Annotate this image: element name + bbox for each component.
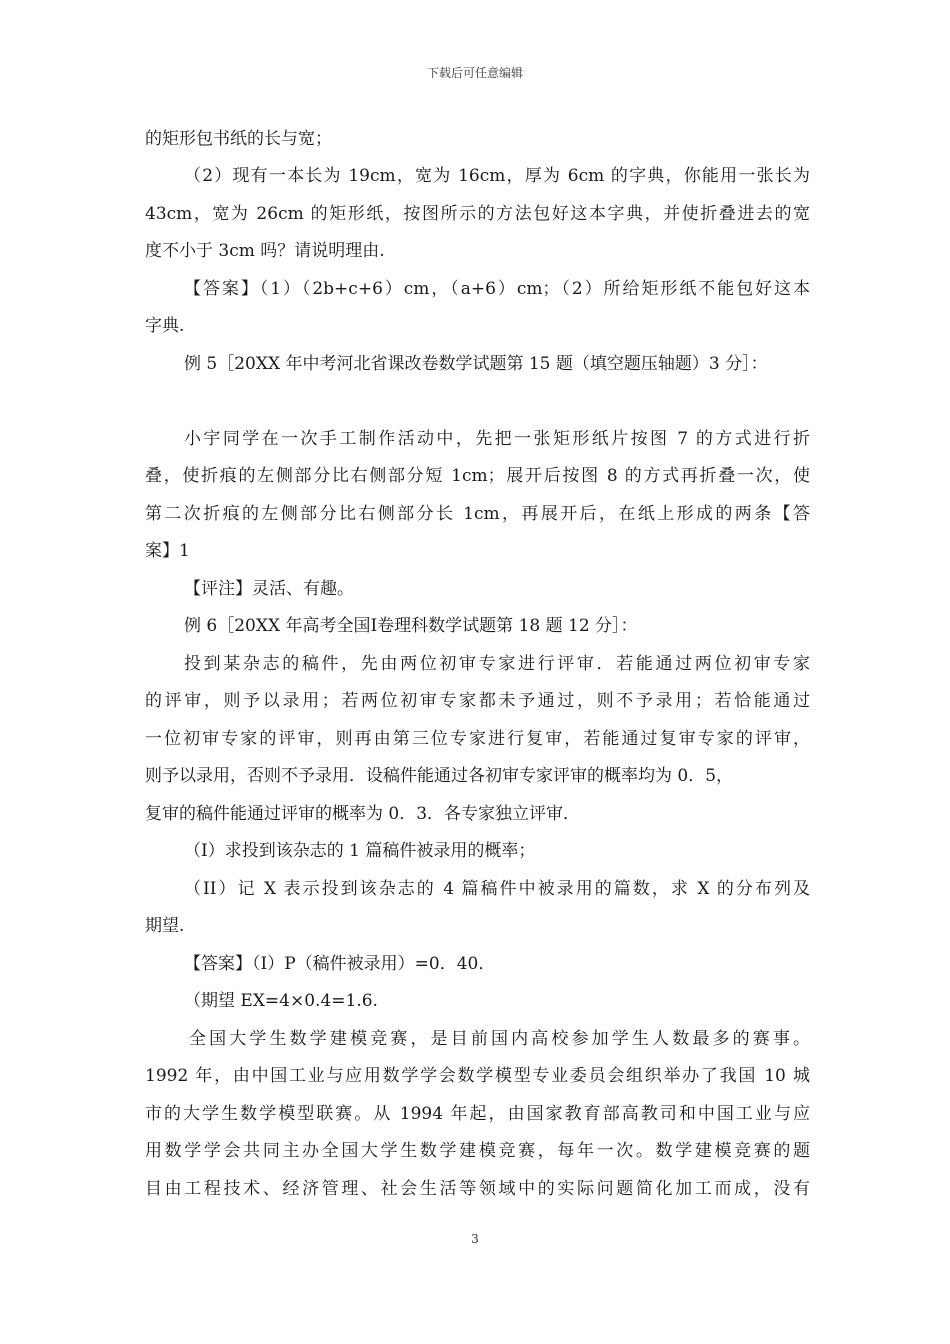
text-line: 全国大学生数学建模竞赛，是目前国内高校参加学生人数最多的赛事。	[189, 1029, 810, 1049]
page-header: 下载后可任意编辑	[426, 66, 523, 80]
answer-line: 【答案】（1）（2b+c+6）cm，（a+6）cm；（2）所给矩形纸不能包好这本	[184, 279, 810, 299]
text-line: 案】1	[145, 541, 190, 561]
text-line: 期望.	[145, 916, 185, 936]
text-line: 43cm，宽为 26cm 的矩形纸，按图所示的方法包好这本字典，并使折叠进去的宽	[145, 204, 810, 224]
text-line: 市的大学生数学模型联赛。从 1994 年起，由国家教育部高教司和中国工业与应	[145, 1104, 810, 1124]
text-line: 投到某杂志的稿件，先由两位初审专家进行评审．若能通过两位初审专家	[184, 654, 810, 674]
text-line: 的评审，则予以录用；若两位初审专家都未予通过，则不予录用；若恰能通过	[145, 691, 810, 711]
text-line: 一位初审专家的评审，则再由第三位专家进行复审，若能通过复审专家的评审，	[145, 729, 810, 749]
question-line: （I）求投到该杂志的 1 篇稿件被录用的概率；	[184, 841, 536, 861]
answer-line: 【答案】（I）P（稿件被录用）=0．40．	[184, 954, 496, 974]
text-line: （2）现有一本长为 19cm，宽为 16cm，厚为 6cm 的字典，你能用一张长为	[184, 166, 810, 186]
text-line: 度不小于 3cm 吗？请说明理由.	[145, 241, 385, 261]
comment-line: 【评注】灵活、有趣。	[184, 579, 354, 599]
text-line: 用数学学会共同主办全国大学生数学建模竞赛，每年一次。数学建模竞赛的题	[145, 1141, 810, 1161]
text-line: 叠，使折痕的左侧部分比右侧部分短 1cm；展开后按图 8 的方式再折叠一次，使	[145, 466, 810, 486]
page-number: 3	[471, 1232, 479, 1246]
text-line: 的矩形包书纸的长与宽；	[145, 129, 332, 149]
text-line: 1992 年，由中国工业与应用数学学会数学模型专业委员会组织举办了我国 10 城	[145, 1066, 810, 1086]
example-heading: 例 5［20XX 年中考河北省课改卷数学试题第 15 题（填空题压轴题）3 分］：	[184, 354, 768, 374]
text-line: 第二次折痕的左侧部分比右侧部分长 1cm，再展开后，在纸上形成的两条【答	[145, 504, 810, 524]
text-line: 字典.	[145, 316, 185, 336]
text-line: 则予以录用，否则不予录用．设稿件能通过各初审专家评审的概率均为 0．5，	[145, 766, 734, 786]
example-heading: 例 6［20XX 年高考全国Ⅰ卷理科数学试题第 18 题 12 分］：	[184, 616, 638, 636]
text-line: 目由工程技术、经济管理、社会生活等领域中的实际问题简化加工而成，没有	[145, 1179, 810, 1199]
text-line: （期望 EX=4×0.4=1.6.	[184, 991, 378, 1011]
question-line: （II）记 X 表示投到该杂志的 4 篇稿件中被录用的篇数，求 X 的分布列及	[184, 879, 810, 899]
text-line: 复审的稿件能通过评审的概率为 0．3．各专家独立评审．	[145, 804, 581, 824]
text-line: 小宇同学在一次手工制作活动中，先把一张矩形纸片按图 7 的方式进行折	[184, 429, 810, 449]
